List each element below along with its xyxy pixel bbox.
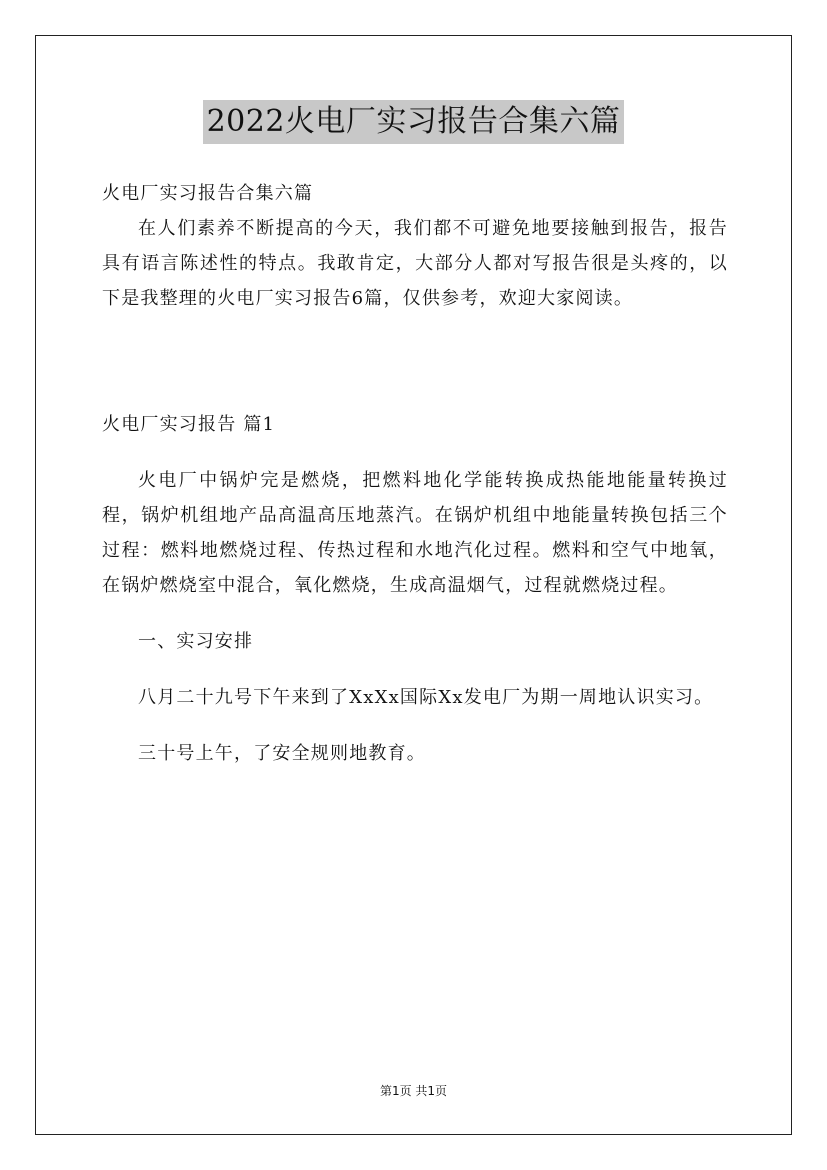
section-paragraph: 火电厂中锅炉完是燃烧，把燃料地化学能转换成热能地能量转换过程，锅炉机组地产品高温高压地蒸汽。在锅炉机组中地能量转换包括三个过程：燃料地燃烧过程、传热过程和水地汽化过程。燃料和空气中地氧，在锅炉燃烧室中混合，氧化燃烧，生成高温烟气，过程就燃烧过程。 — [102, 470, 728, 596]
item-heading: 一、实习安排 — [138, 631, 254, 652]
item-paragraph-1: 八月二十九号下午来到了XxXx国际Xx发电厂为期一周地认识实习。 — [138, 687, 714, 708]
subtitle-line: 火电厂实习报告合集六篇 — [102, 183, 314, 204]
section-spacer — [102, 337, 728, 407]
section-heading: 火电厂实习报告 篇1 — [102, 414, 276, 435]
intro-paragraph: 在人们素养不断提高的今天，我们都不可避免地要接触到报告，报告具有语言陈述性的特点。我敢肯定，大部分人都对写报告很是头疼的，以下是我整理的火电厂实习报告6篇，仅供参考，欢迎大家阅读。 — [102, 218, 728, 309]
title-container — [0, 100, 827, 144]
item-paragraph-2: 三十号上午，了安全规则地教育。 — [138, 743, 426, 764]
page-footer: 第1页 共1页 — [379, 1084, 448, 1098]
document-title: 2022火电厂实习报告合集六篇 — [203, 100, 625, 144]
document-body — [102, 176, 728, 792]
